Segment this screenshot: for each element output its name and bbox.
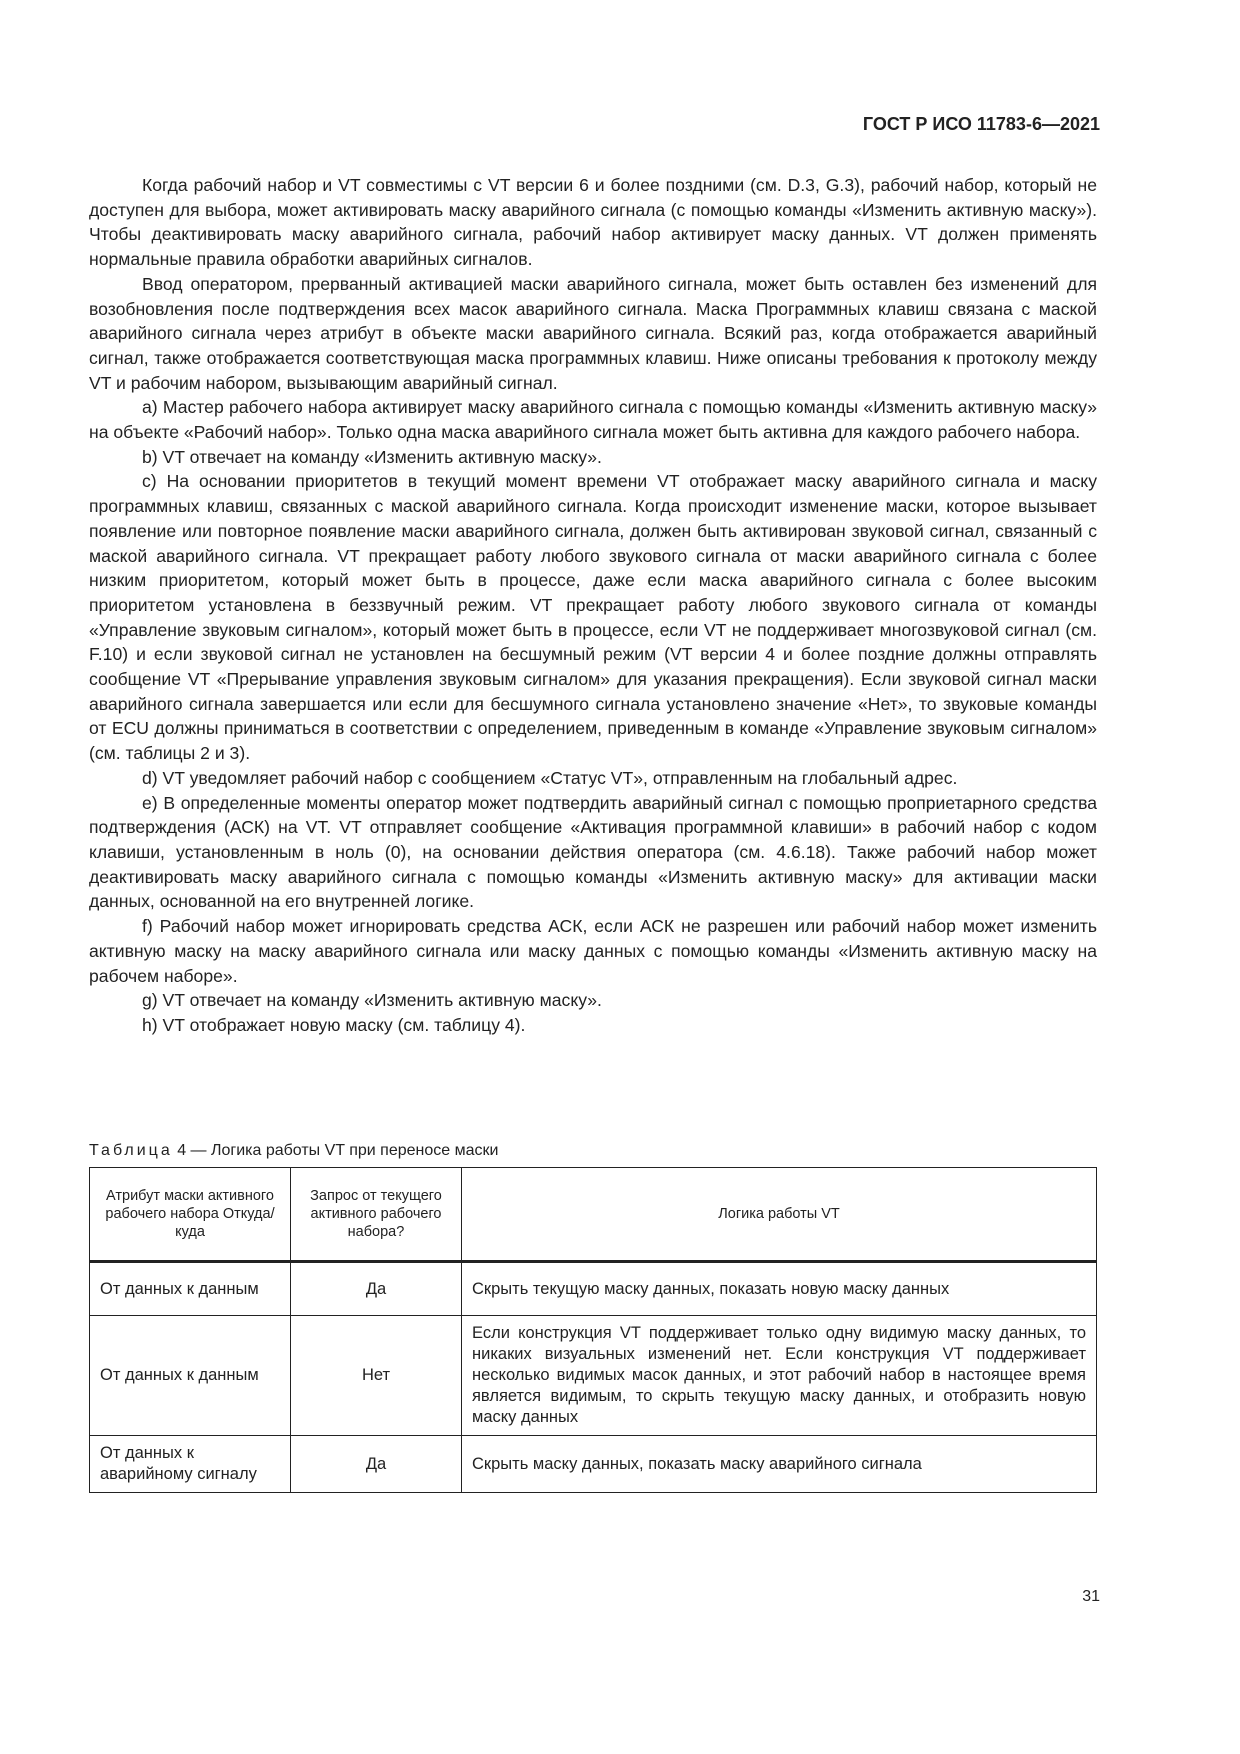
table-row: [90, 1316, 1097, 1436]
list-item-h: h) VT отображает новую маску (см. таблицу 4).: [142, 1014, 526, 1035]
header-request: Запрос от текущего активного рабочего набора?: [291, 1168, 462, 1262]
list-item-e: e) В определенные моменты оператор может подтвердить аварийный сигнал с помощью проприетарного средства подтверждения (АСК) на VT. VT отправляет сообщение «Активация программной клавиши» в рабочий набор с кодом клавиши, установленным в ноль (0), на основании действия оператора (см. 4.6.18). Также рабочий набор может деактивировать маску аварийного сигнала с помощью команды «Изменить активную маску» для активации маски данных, основанной на его внутренней логике.: [89, 792, 1097, 912]
cell-transition: От данных к данным: [90, 1262, 291, 1316]
table-caption-text: 4 — Логика работы VT при переносе маски: [177, 1142, 499, 1159]
paragraph: Ввод оператором, прерванный активацией маски аварийного сигнала, может быть оставлен без изменений для возобновления после подтверждения всех масок аварийного сигнала. Маска Программных клавиш связана с маской аварийного сигнала через атрибут в объекте маски аварийного сигнала. Всякий раз, когда отображается аварийный сигнал, также отображается соответствующая маска программных клавиш. Ниже описаны требования к протоколу между VT и рабочим набором, вызывающим аварийный сигнал.: [89, 273, 1097, 393]
cell-transition: От данных к данным: [90, 1316, 291, 1436]
table-row: [90, 1262, 1097, 1316]
table-caption: [89, 1142, 498, 1160]
cell-request: Нет: [291, 1316, 462, 1436]
cell-request: Да: [291, 1262, 462, 1316]
list-item-a: a) Мастер рабочего набора активирует маску аварийного сигнала с помощью команды «Изменить активную маску» на объекте «Рабочий набор». Только одна маска аварийного сигнала может быть активна для каждого рабочего набора.: [89, 397, 1097, 443]
list-item-c: c) На основании приоритетов в текущий момент времени VT отображает маску аварийного сигнала и маску программных клавиш, связанных с маской аварийного сигнала. Когда происходит изменение маски, которое вызывает появление или повторное появление маски аварийного сигнала, должен быть активирован звуковой сигнал, связанный с маской аварийного сигнала. VT прекращает работу любого звукового сигнала от маски аварийного сигнала с более низким приоритетом, который может быть в процессе, даже если маска аварийного сигнала с более высоким приоритетом установлена в беззвучный режим. VT прекращает работу любого звукового сигнала от команды «Управление звуковым сигналом», который может быть в процессе, если VT не поддерживает многозвуковой сигнал (см. F.10) и если звуковой сигнал не установлен на бесшумный режим (VT версии 4 и более поздние должны отправлять сообщение VT «Прерывание управления звуковым сигналом» для указания прекращения). Если звуковой сигнал маски аварийного сигнала завершается или если для бесшумного сигнала установлено значение «Нет», то звуковые команды от ECU должны приниматься в соответствии с определением, приведенным в команде «Управление звуковым сигналом» (см. таблицы 2 и 3).: [89, 471, 1097, 764]
paragraph: Когда рабочий набор и VT совместимы с VT версии 6 и более поздними (см. D.3, G.3), рабочий набор, который не доступен для выбора, может активировать маску аварийного сигнала (с помощью команды «Изменить активную маску»). Чтобы деактивировать маску аварийного сигнала, рабочий набор активирует маску данных. VT должен применять нормальные правила обработки аварийных сигналов.: [89, 175, 1097, 270]
list-item-d: d) VT уведомляет рабочий набор с сообщением «Статус VT», отправленным на глобальный адрес.: [142, 767, 958, 788]
list-item-g: g) VT отвечает на команду «Изменить активную маску».: [142, 990, 602, 1011]
document-body: [89, 173, 1097, 1038]
table-caption-word: Таблица: [89, 1142, 173, 1159]
cell-request: Да: [291, 1436, 462, 1493]
list-item-f: f) Рабочий набор может игнорировать средства АСК, если АСК не разрешен или рабочий набор может изменить активную маску на маску аварийного сигнала или маску данных с помощью команды «Изменить активную маску на рабочем наборе».: [89, 916, 1097, 986]
cell-logic: Скрыть текущую маску данных, показать новую маску данных: [462, 1262, 1097, 1316]
list-item-b: b) VT отвечает на команду «Изменить активную маску».: [142, 446, 602, 467]
mask-logic-table: [89, 1167, 1097, 1493]
cell-transition: От данных к аварийному сигналу: [90, 1436, 291, 1493]
document-header: ГОСТ Р ИСО 11783-6—2021: [862, 114, 1100, 134]
table-row: [90, 1436, 1097, 1493]
table-header-row: [90, 1168, 1097, 1262]
cell-logic: Скрыть маску данных, показать маску аварийного сигнала: [462, 1436, 1097, 1493]
header-vt-logic: Логика работы VT: [462, 1168, 1097, 1262]
page-number: 31: [1082, 1588, 1100, 1605]
header-mask-attribute: Атрибут маски активного рабочего набора Откуда/куда: [90, 1168, 291, 1262]
cell-logic: Если конструкция VT поддерживает только одну видимую маску данных, то никаких визуальных изменений нет. Если конструкция VT поддерживает несколько видимых масок данных, и этот рабочий набор в настоящее время является видимым, то скрыть текущую маску данных, и отобразить новую маску данных: [462, 1316, 1097, 1436]
